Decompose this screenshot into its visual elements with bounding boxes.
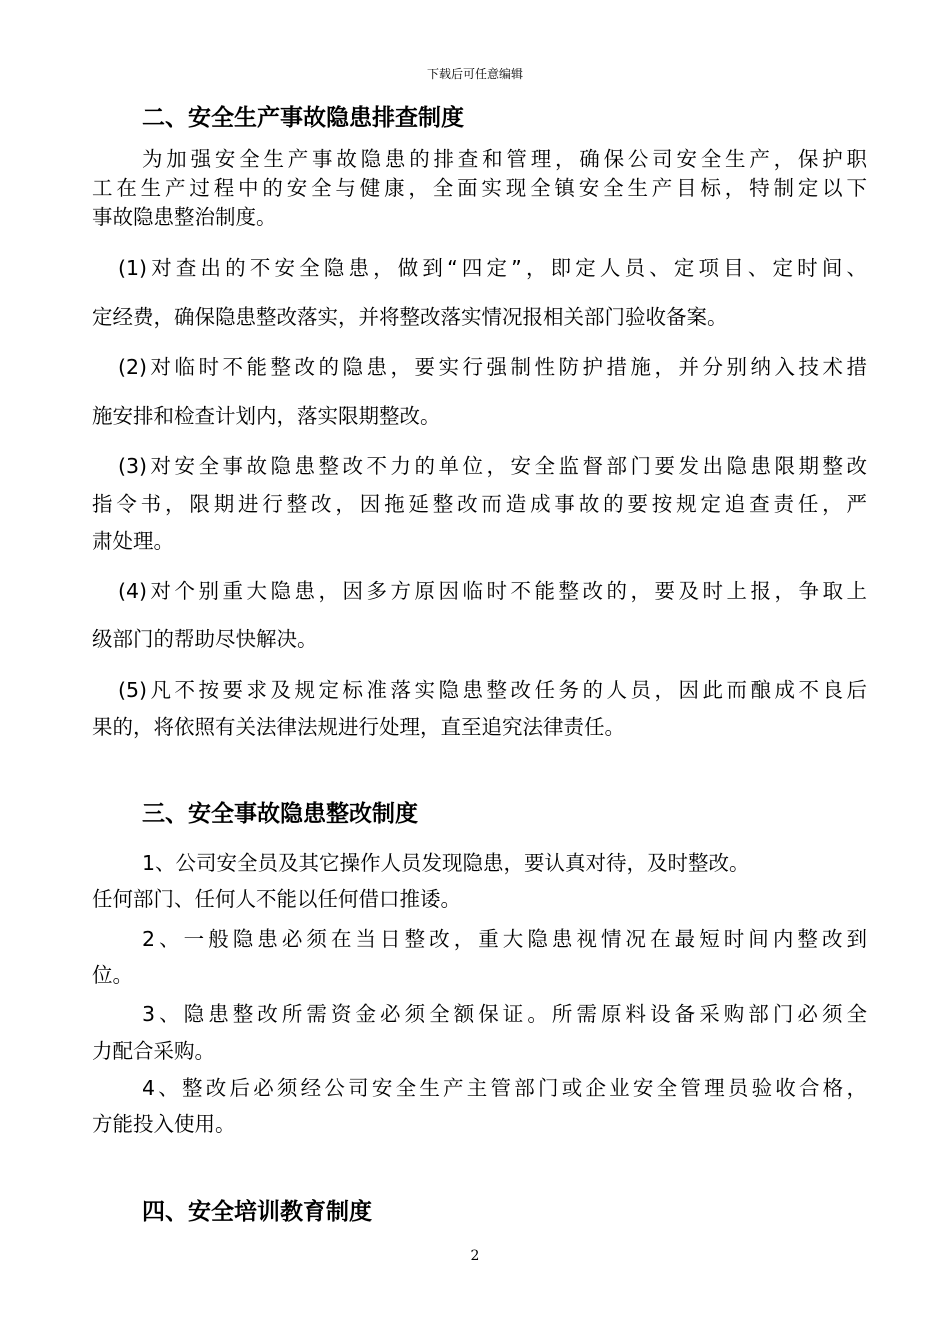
paragraph-line: 事故隐患整治制度。 <box>92 205 277 229</box>
list-item-line: 3、隐患整改所需资金必须全额保证。所需原料设备采购部门必须全 <box>142 1002 867 1026</box>
list-item-line: 定经费，确保隐患整改落实，并将整改落实情况报相关部门验收备案。 <box>92 305 728 329</box>
list-item-line: 任何部门、任何人不能以任何借口推诿。 <box>92 887 461 911</box>
section-heading-2: 二、安全生产事故隐患排查制度 <box>142 105 464 131</box>
list-item-line: 2、一般隐患必须在当日整改，重大隐患视情况在最短时间内整改到 <box>142 927 867 951</box>
list-item-line: 果的，将依照有关法律法规进行处理，直至追究法律责任。 <box>92 715 625 739</box>
list-item-line: 肃处理。 <box>92 529 174 553</box>
list-item-line: (2)对临时不能整改的隐患，要实行强制性防护措施，并分别纳入技术措 <box>118 355 867 379</box>
list-item-line: 施安排和检查计划内，落实限期整改。 <box>92 404 441 428</box>
section-heading-4: 四、安全培训教育制度 <box>142 1199 372 1225</box>
list-item-line: 力配合采购。 <box>92 1039 215 1063</box>
list-item-line: (1)对查出的不安全隐患，做到“四定”，即定人员、定项目、定时间、 <box>118 256 867 280</box>
paragraph-line: 为加强安全生产事故隐患的排查和管理，确保公司安全生产，保护职 <box>142 147 867 171</box>
list-item-line: 4、整改后必须经公司安全生产主管部门或企业安全管理员验收合格， <box>142 1076 867 1100</box>
list-item-line: 方能投入使用。 <box>92 1112 236 1136</box>
paragraph-line: 工在生产过程中的安全与健康，全面实现全镇安全生产目标，特制定以下 <box>92 176 867 200</box>
header-note: 下载后可任意编辑 <box>426 67 523 81</box>
list-item-line: (5)凡不按要求及规定标准落实隐患整改任务的人员，因此而酿成不良后 <box>118 678 867 702</box>
list-item-line: 位。 <box>92 963 133 987</box>
list-item-line: (3)对安全事故隐患整改不力的单位，安全监督部门要发出隐患限期整改 <box>118 454 867 478</box>
section-heading-3: 三、安全事故隐患整改制度 <box>142 801 418 827</box>
list-item-line: 级部门的帮助尽快解决。 <box>92 627 318 651</box>
list-item-line: 1、公司安全员及其它操作人员发现隐患，要认真对待，及时整改。 <box>142 851 750 875</box>
list-item-line: (4)对个别重大隐患，因多方原因临时不能整改的，要及时上报，争取上 <box>118 579 867 603</box>
page-number: 2 <box>470 1248 480 1264</box>
list-item-line: 指令书，限期进行整改，因拖延整改而造成事故的要按规定追查责任，严 <box>92 492 867 516</box>
